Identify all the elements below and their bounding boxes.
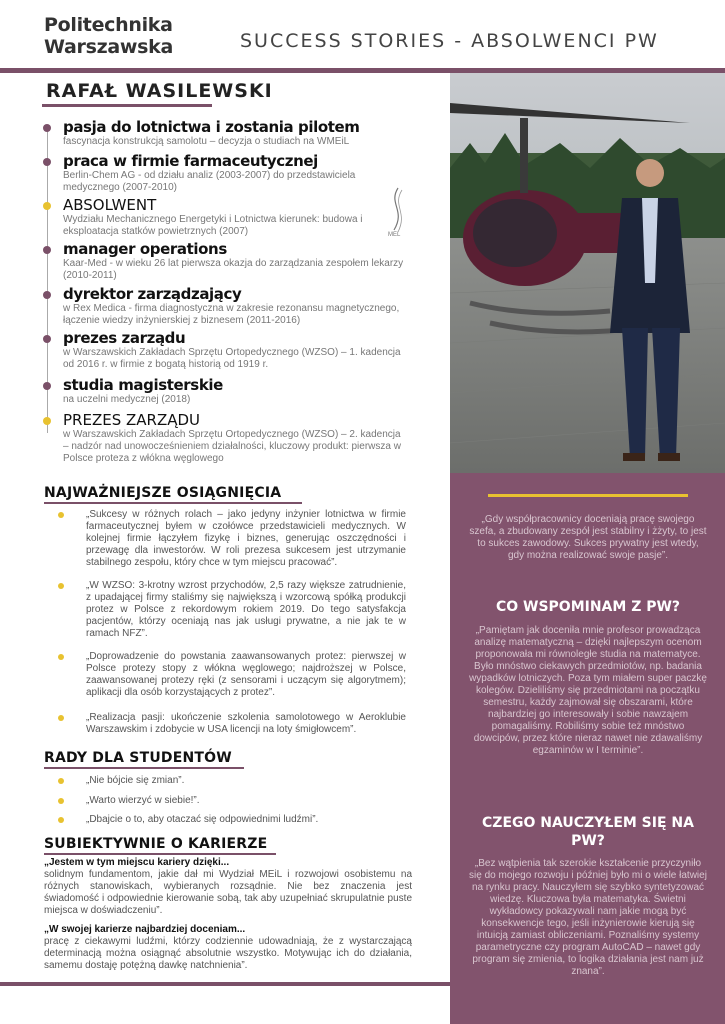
mel-wing-logo [384, 186, 410, 238]
subjective-question-2: „W swojej karierze najbardziej doceniam... [44, 924, 246, 935]
memories-heading: CO WSPOMINAM Z PW? [495, 599, 681, 615]
timeline-item [46, 196, 406, 238]
person-name: RAFAŁ WASILEWSKI [46, 80, 273, 102]
timeline-dot [43, 417, 51, 425]
subjective-block-2 [44, 924, 412, 972]
advice-bullet [58, 778, 64, 784]
timeline-item [46, 376, 406, 406]
achievement-bullet [58, 512, 64, 518]
helicopter-photo-illustration [450, 73, 725, 473]
timeline-desc: na uczelni medycznej (2018) [63, 394, 191, 405]
timeline-title: praca w firmie farmaceutycznej [63, 152, 318, 170]
learned-text: „Bez wątpienia tak szerokie kształcenie przyczyniło się do mojego rozwoju i później było mi o wiele łatwiej na rynku pracy. Nauczyłem się szybko syntetyzować wiedzę. Kluczowa była matematyka. Świetni wykładowcy pokazywali nam jakie mogą być konsekwencje tego, jeśli inżynierowie kierują się intuicją zamiast obliczeniami. Poznaliśmy systemy parametryczne czy program AutoCAD – nawet gdy program się zmienia, to logika działania jest nam już znana”. [469, 858, 707, 977]
subjective-block-1 [44, 857, 412, 917]
logo-line-1: Politechnika [44, 14, 173, 36]
timeline-desc: Wydziału Mechanicznego Energetyki i Lotnictwa kierunek: budowa i eksploatacja statków powietrznych (2007) [63, 214, 363, 237]
memories-text: „Pamiętam jak doceniła mnie profesor prowadząca analizę matematyczną – dzięki najlepszym ocenom proponowała mi równoległe studia na matematyce. Było mnóstwo ciekawych przedmiotów, np. badania wypadków lotniczych. Poza tym miałem super paczkę kolegów. Dzieliliśmy się przedmiotami na początku semestru, każdy zajmował się obszarami, które najbardziej go interesowały i sobie nawzajem pomagaliśmy. Robiliśmy sobie też mnóstwo dowcipów, przez które nieraz nawet nie zdawaliśmy egzaminów w I terminie”. [469, 625, 707, 756]
timeline-dot [43, 382, 51, 390]
timeline-dot [43, 202, 51, 210]
university-logo [44, 14, 173, 58]
achievement-bullet [58, 715, 64, 721]
timeline-title: PREZES ZARZĄDU [63, 411, 201, 429]
advice-heading: RADY DLA STUDENTÓW [44, 750, 232, 766]
timeline-title: studia magisterskie [63, 376, 223, 394]
timeline-dot [43, 335, 51, 343]
success-quote: „Gdy współpracownicy doceniają pracę swojego szefa, a zbudowany zespół jest stabilny i żżyty, to jest to sukces zawodowy. Sukces prywatny jest wtedy, gdy można realizować swoje pasje”. [469, 514, 707, 561]
achievement-item: „Sukcesy w różnych rolach – jako jedyny inżynier lotnictwa w firmie farmaceutycznej byłem w czołówce przedstawicieli medycznych. W kolejnej firmie łączyłem fizykę i biznes, generując oszczędności i przewagę dla inwestorów. W roli prezesa sukcesem jest utrzymanie stabilnego zespołu, który chce w tym miejscu pracować”. [86, 509, 406, 568]
achievements-underline [44, 502, 302, 504]
achievement-bullet [58, 583, 64, 589]
subjective-underline [44, 853, 276, 855]
timeline-dot [43, 158, 51, 166]
achievements-heading: NAJWAŻNIEJSZE OSIĄGNIĘCIA [44, 485, 282, 501]
timeline-dot [43, 124, 51, 132]
timeline-title: manager operations [63, 240, 227, 258]
timeline-item [46, 329, 406, 371]
timeline-item [46, 118, 406, 148]
advice-item: „Dbajcie o to, aby otaczać się odpowiednimi ludźmi”. [86, 814, 319, 825]
subjective-question-1: „Jestem w tym miejscu kariery dzięki... [44, 857, 230, 868]
timeline-dot [43, 291, 51, 299]
timeline-item [46, 152, 406, 194]
advice-item: „Nie bójcie się zmian”. [86, 775, 185, 786]
name-underline [42, 104, 212, 107]
timeline-title: ABSOLWENT [63, 196, 157, 214]
timeline-desc: w Rex Medica - firma diagnostyczna w zakresie rezonansu magnetycznego, łączenie wiedzy inżynierskiej z biznesem (2011-2016) [63, 303, 400, 326]
timeline-item [46, 285, 406, 327]
advice-underline [44, 767, 244, 769]
timeline-desc: fascynacja konstrukcją samolotu – decyzja o studiach na WMEiL [63, 136, 350, 147]
achievement-bullet [58, 654, 64, 660]
achievement-item: „W WZSO: 3-krotny wzrost przychodów, 2,5 razy większe zatrudnienie, z upadającej firmy staliśmy się największą i wzorcową spółką produkcji protez w Polsce z rekordowym rokiem 2019. Do tego satysfakcja pacjentów, którzy oceniają nas jak usługi prywatne, a nie jak te w ramach NFZ”. [86, 580, 406, 639]
timeline-title: pasja do lotnictwa i zostania pilotem [63, 118, 360, 136]
learned-heading: CZEGO NAUCZYŁEM SIĘ NA PW? [482, 815, 694, 849]
advice-bullet [58, 817, 64, 823]
mel-logo-text: MEL [388, 232, 401, 238]
subjective-heading: SUBIEKTYWNIE O KARIERZE [44, 836, 268, 852]
gold-divider [488, 494, 688, 497]
bottom-divider [0, 982, 450, 986]
logo-line-2: Warszawska [44, 36, 173, 58]
timeline-title: prezes zarządu [63, 329, 186, 347]
timeline-dot [43, 246, 51, 254]
timeline-desc: w Warszawskich Zakładach Sprzętu Ortopedycznego (WZSO) – 2. kadencja – nadzór nad unowocześnieniem działalności, kluczowy produkt: pierwsza w Polsce proteza z włókna węglowego [63, 429, 401, 464]
timeline-desc: w Warszawskich Zakładach Sprzętu Ortopedycznego (WZSO) – 1. kadencja od 2016 r. w firmie z bogatą historią od 1919 r. [63, 347, 401, 370]
portrait-photo [450, 73, 725, 473]
timeline-desc: Kaar-Med - w wieku 26 lat pierwsza okazja do zarządzania zespołem lekarzy (2010-2011) [63, 258, 404, 281]
achievement-item: „Doprowadzenie do powstania zaawansowanych protez: pierwszej w Polsce protezy stopy z włókna węglowego; najdroższej w Polsce, zaawansowanej protezy ręki (z sensorami i uczącym się algorytmem); aplikacji dla osób korzystających z protez”. [86, 651, 406, 698]
subjective-answer-1: solidnym fundamentom, jakie dał mi Wydział MEiL i rozwojowi osobistemu na różnych stanowiskach, wybieranych rozsądnie. Nie bez znaczenia jest świadomość i odpowiednie kierowanie sobą, tak aby uzupełniać skrupulatnie puste miejsca w doświadczeniu”. [44, 869, 412, 916]
timeline-title: dyrektor zarządzający [63, 285, 242, 303]
timeline-item [46, 240, 406, 282]
timeline-desc: Berlin-Chem AG - od działu analiz (2003-2007) do przedstawiciela medycznego (2007-2010) [63, 170, 356, 193]
advice-bullet [58, 798, 64, 804]
timeline-item [46, 411, 406, 465]
subjective-answer-2: pracę z ciekawymi ludźmi, którzy codziennie udowadniają, że z wystarczającą determinacją można osiągnąć absolutnie wszystko. Motywując ich do działania, samemu dostaję potężną dawkę natchnienia”. [44, 936, 412, 971]
achievement-item: „Realizacja pasji: ukończenie szkolenia samolotowego w Aeroklubie Warszawskim i zdobycie w USA licencji na loty śmigłowcem”. [86, 712, 406, 735]
banner-title: SUCCESS STORIES - ABSOLWENCI PW [240, 30, 659, 52]
advice-item: „Warto wierzyć w siebie!”. [86, 795, 200, 806]
